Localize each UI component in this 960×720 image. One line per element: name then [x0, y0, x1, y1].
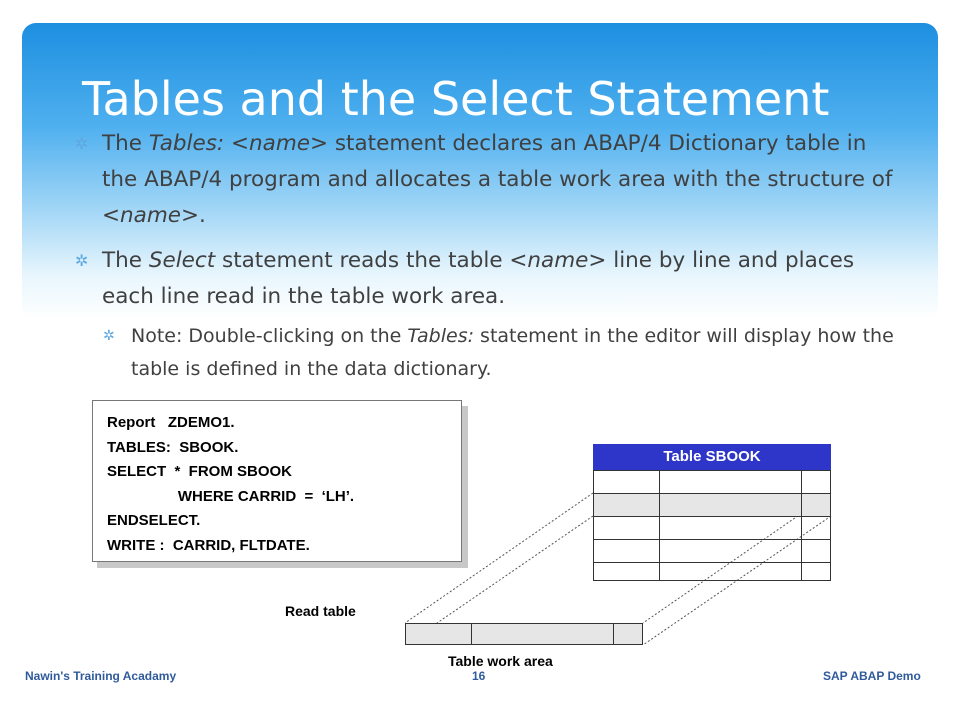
read-table-label: Read table: [285, 603, 356, 619]
footer-left: Nawin's Training Acadamy: [25, 669, 177, 683]
table-row: [594, 517, 830, 540]
table-row: [594, 471, 830, 494]
table-row: [594, 540, 830, 563]
table-col-divider: [801, 471, 802, 580]
work-area-box: [405, 623, 643, 645]
asterisk-bullet-icon: ✲: [75, 251, 89, 270]
code-line: Report ZDEMO1.: [107, 414, 235, 431]
bullet-select: ✲ The Select statement reads the table <name> line by line and places each line read in the table work area.: [75, 243, 895, 315]
code-line: SELECT * FROM SBOOK: [107, 463, 293, 480]
code-line: TABLES: SBOOK.: [107, 438, 239, 456]
table-sbook-grid: [593, 470, 831, 581]
code-line: ENDSELECT.: [107, 512, 201, 529]
work-area-label: Table work area: [448, 653, 553, 669]
slide-title: Tables and the Select Statement: [82, 72, 830, 126]
footer-right: SAP ABAP Demo: [823, 669, 921, 683]
sub-bullet-note: ✲ Note: Double-clicking on the Tables: statement in the editor will display how the table is defined in the data dictionary.: [103, 320, 895, 386]
bullet-tables: ✲ The Tables: <name> statement declares an ABAP/4 Dictionary table in the ABAP/4 program and allocates a table work area with the structure of <name>.: [75, 126, 895, 234]
table-row-highlight: [594, 494, 830, 517]
page-number: 16: [472, 669, 486, 683]
asterisk-bullet-icon: ✲: [75, 134, 89, 153]
table-col-divider: [613, 624, 614, 644]
table-col-divider: [659, 471, 660, 580]
code-line: WHERE CARRID = ‘LH’.: [107, 487, 355, 505]
table-sbook-header: Table SBOOK: [593, 444, 831, 470]
code-line: WRITE : CARRID, FLTDATE.: [107, 536, 310, 554]
table-col-divider: [471, 624, 472, 644]
asterisk-bullet-icon: ✲: [103, 328, 115, 344]
